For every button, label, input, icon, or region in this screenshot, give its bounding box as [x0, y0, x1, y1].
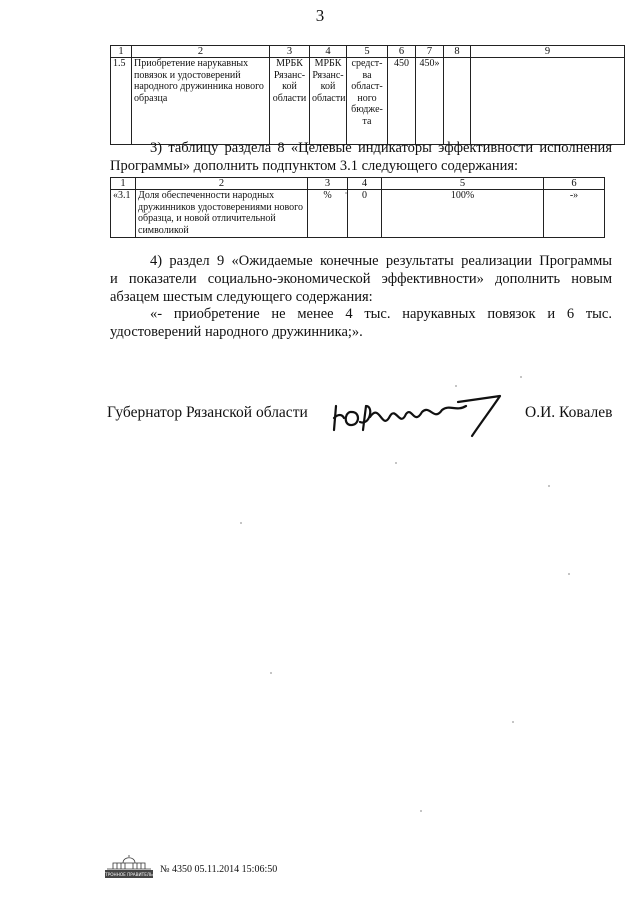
signatory-title: Губернатор Рязанской области: [107, 404, 308, 421]
column-header: 3: [308, 178, 348, 190]
table-header-row: [111, 178, 605, 190]
target-value-cell: 100%: [382, 190, 544, 238]
amount-total-cell: 450: [388, 58, 416, 145]
page-number: 3: [315, 6, 325, 25]
scan-speck: [345, 192, 347, 194]
scan-speck: [568, 573, 570, 575]
handwritten-signature: [330, 392, 505, 440]
column-header: 4: [348, 178, 382, 190]
empty-cell: [471, 58, 625, 145]
indicators-table: [110, 177, 605, 238]
row-number-cell: «3.1: [111, 190, 136, 238]
column-header: 4: [310, 46, 347, 58]
funding-source-cell: средст-ва област-ного бюдже-та: [347, 58, 388, 145]
paragraph-3-line-1: 3) таблицу раздела 8 «Целевые индикаторы эффективности исполнения: [150, 140, 612, 156]
paragraph-4-line-3: абзацем шестым следующего содержания:: [110, 289, 373, 305]
electronic-government-logo: [93, 853, 165, 879]
scan-speck: [270, 672, 272, 674]
column-header: 5: [382, 178, 544, 190]
column-header: 1: [111, 178, 136, 190]
paragraph-4-line-4: «- приобретение не менее 4 тыс. нарукавных повязок и 6 тыс.: [150, 306, 612, 322]
scan-speck: [420, 810, 422, 812]
program-activities-table: [110, 45, 625, 145]
column-header: 1: [111, 46, 132, 58]
scan-speck: [548, 485, 550, 487]
logo-text: ЭЛЕКТРОННОЕ ПРАВИТЕЛЬСТВО: [93, 872, 165, 877]
row-number-cell: 1.5: [111, 58, 132, 145]
table-row: [111, 190, 605, 238]
indicator-name-cell: Доля обеспеченности народных дружинников удостоверениями нового образца, и новой отличительной символикой: [136, 190, 308, 238]
empty-cell: [444, 58, 471, 145]
registration-stamp-text: № 4350 05.11.2014 15:06:50: [160, 864, 278, 875]
paragraph-4-line-1: 4) раздел 9 «Ожидаемые конечные результаты реализации Программы: [150, 253, 612, 269]
column-header: 3: [270, 46, 310, 58]
scan-speck: [395, 462, 397, 464]
table-row: [111, 58, 625, 145]
customer-cell: МРБК Рязанс-кой области: [310, 58, 347, 145]
amount-year-cell: 450»: [416, 58, 444, 145]
column-header: 6: [388, 46, 416, 58]
scan-speck: [512, 721, 514, 723]
paragraph-3-line-2: Программы» дополнить подпунктом 3.1 следующего содержания:: [110, 158, 519, 174]
column-header: 6: [544, 178, 605, 190]
paragraph-4-line-5: удостоверений народного дружинника;».: [110, 324, 363, 340]
unit-cell: %: [308, 190, 348, 238]
column-header: 8: [444, 46, 471, 58]
base-value-cell: 0: [348, 190, 382, 238]
extra-value-cell: -»: [544, 190, 605, 238]
activity-name-cell: Приобретение нарукавных повязок и удостоверений народного дружинника нового образца: [132, 58, 270, 145]
executor-cell: МРБК Рязанс-кой области: [270, 58, 310, 145]
column-header: 7: [416, 46, 444, 58]
column-header: 2: [136, 178, 308, 190]
column-header: 9: [471, 46, 625, 58]
paragraph-4-line-2: и показатели социально-экономической эффективности» дополнить новым: [110, 271, 612, 287]
scan-speck: [520, 376, 522, 378]
signatory-name: О.И. Ковалев: [525, 404, 613, 421]
table-header-row: [111, 46, 625, 58]
column-header: 5: [347, 46, 388, 58]
scan-speck: [455, 385, 457, 387]
column-header: 2: [132, 46, 270, 58]
scan-speck: [240, 522, 242, 524]
